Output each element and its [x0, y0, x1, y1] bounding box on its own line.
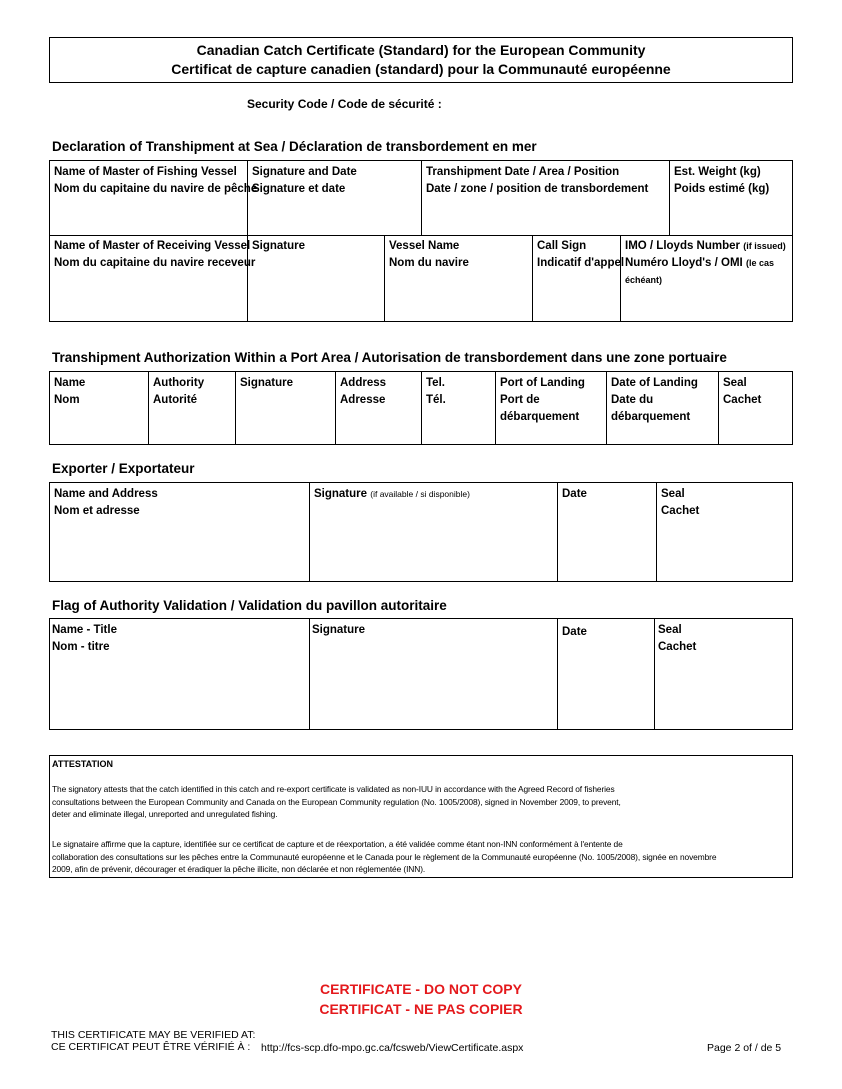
- port-transhipment-table: [49, 371, 793, 445]
- attestation-text-en: [52, 783, 792, 821]
- certificate-title-en: Canadian Catch Certificate (Standard) for the European Community: [196, 42, 646, 58]
- flag-date-field[interactable]: [558, 621, 587, 641]
- port-name-label-fr: Nom: [54, 394, 80, 406]
- exporter-seal-field[interactable]: [657, 483, 699, 520]
- sea-transhipment-table: [49, 160, 793, 322]
- certificate-title-box: [49, 37, 793, 83]
- name-title-label-en: Name - Title: [52, 624, 117, 636]
- attestation-heading: ATTESTATION: [52, 759, 113, 769]
- port-address-field[interactable]: [336, 372, 386, 409]
- vessel-name-label-fr: Nom du navire: [389, 257, 469, 269]
- flag-validation-table: [49, 618, 793, 730]
- flag-seal-label-fr: Cachet: [658, 641, 697, 653]
- date-landing-label-fr2: débarquement: [611, 411, 691, 423]
- imo-fr-label: Numéro Lloyd's / OMI: [625, 257, 743, 269]
- port-name-label-en: Name: [54, 377, 86, 389]
- weight-label-fr: Poids estimé (kg): [674, 183, 770, 195]
- transhipment-label-fr: Date / zone / position de transbordement: [426, 183, 649, 195]
- security-code-label: Security Code / Code de sécurité :: [247, 97, 442, 111]
- port-authority-field[interactable]: [149, 372, 204, 409]
- port-transhipment-heading: Transhipment Authorization Within a Port Area / Autorisation de transbordement dans une zone portuaire: [52, 350, 727, 365]
- port-landing-label-en: Port of Landing: [500, 377, 585, 389]
- name-title-label-fr: Nom - titre: [52, 641, 110, 653]
- master-fishing-label-fr: Nom du capitaine du navire de pêche: [54, 183, 258, 195]
- port-tel-field[interactable]: [422, 372, 446, 409]
- exporter-seal-label-en: Seal: [661, 488, 685, 500]
- attestation-text-fr: [52, 838, 792, 876]
- port-seal-field[interactable]: [719, 372, 761, 409]
- name-address-label-fr: Nom et adresse: [54, 505, 140, 517]
- imo-number-field[interactable]: [621, 235, 786, 289]
- imo-note: (if issued): [743, 241, 786, 251]
- verify-notice: [51, 1029, 255, 1053]
- receiving-signature-field[interactable]: [248, 235, 305, 255]
- master-receiving-label-en: Name of Master of Receiving Vessel: [54, 240, 251, 252]
- port-signature-label: Signature: [240, 377, 294, 389]
- receiving-signature-label: Signature: [252, 240, 306, 252]
- attestation-en-line: consultations between the European Community and Canada on the European Community regulation (No. 1005/2008), signed in November 2009, to prevent,: [52, 796, 621, 807]
- imo-fr-note2: échéant): [625, 275, 663, 285]
- master-receiving-vessel-field[interactable]: [50, 235, 255, 272]
- exporter-date-field[interactable]: [558, 483, 587, 503]
- imo-label: IMO / Lloyds Number: [625, 240, 741, 252]
- verify-notice-fr: CE CERTIFICAT PEUT ÊTRE VÉRIFIÉ À :: [51, 1041, 251, 1053]
- exporter-heading: Exporter / Exportateur: [52, 461, 195, 476]
- attestation-fr-line: 2009, afin de prévenir, décourager et éradiquer la pêche illicite, non déclarée et non réglementée (INN).: [52, 864, 426, 875]
- vessel-name-field[interactable]: [385, 235, 469, 272]
- authority-label-en: Authority: [153, 377, 205, 389]
- port-landing-label-fr2: débarquement: [500, 411, 580, 423]
- do-not-copy-warning-fr: CERTIFICAT - NE PAS COPIER: [319, 1001, 523, 1017]
- weight-label-en: Est. Weight (kg): [674, 166, 761, 178]
- flag-validation-heading: Flag of Authority Validation / Validation du pavillon autoritaire: [52, 598, 447, 613]
- port-seal-label-en: Seal: [723, 377, 747, 389]
- exporter-signature-label: Signature: [314, 488, 368, 500]
- call-sign-label-fr: Indicatif d'appel: [537, 257, 625, 269]
- flag-seal-label-en: Seal: [658, 624, 682, 636]
- verify-notice-en: THIS CERTIFICATE MAY BE VERIFIED AT:: [51, 1029, 256, 1041]
- exporter-name-address-field[interactable]: [50, 483, 158, 520]
- master-fishing-label-en: Name of Master of Fishing Vessel: [54, 166, 237, 178]
- date-of-landing-field[interactable]: [607, 372, 698, 426]
- call-sign-field[interactable]: [533, 235, 624, 272]
- vessel-name-label-en: Vessel Name: [389, 240, 460, 252]
- address-label-en: Address: [340, 377, 387, 389]
- port-name-field[interactable]: [50, 372, 85, 409]
- est-weight-field[interactable]: [670, 161, 769, 198]
- date-landing-label-fr1: Date du: [611, 394, 654, 406]
- flag-seal-field[interactable]: [654, 619, 696, 656]
- transhipment-date-field[interactable]: [422, 161, 648, 198]
- flag-date-label: Date: [562, 626, 587, 638]
- attestation-en-line: The signatory attests that the catch identified in this catch and re-export certificate is validated as non-IUU in accordance with the Agreed Record of fisheries: [52, 784, 615, 794]
- port-of-landing-field[interactable]: [496, 372, 585, 426]
- flag-name-title-field[interactable]: [48, 619, 117, 656]
- exporter-signature-label-row: [314, 486, 470, 503]
- exporter-signature-note: (if available / si disponible): [370, 489, 470, 499]
- do-not-copy-warning-en: CERTIFICATE - DO NOT COPY: [320, 981, 522, 997]
- exporter-table: [49, 482, 793, 582]
- authority-label-fr: Autorité: [153, 394, 198, 406]
- sea-transhipment-heading: Declaration of Transhipment at Sea / Déclaration de transbordement en mer: [52, 139, 537, 154]
- master-fishing-vessel-field[interactable]: [50, 161, 257, 198]
- signature-date-label-fr: Signature et date: [252, 183, 346, 195]
- transhipment-label-en: Transhipment Date / Area / Position: [426, 166, 620, 178]
- imo-fr-note: (le cas: [745, 258, 774, 268]
- certificate-title-fr: Certificat de capture canadien (standard) pour la Communauté européenne: [171, 61, 671, 77]
- master-receiving-label-fr: Nom du capitaine du navire receveur: [54, 257, 256, 269]
- exporter-signature-field[interactable]: [310, 483, 470, 503]
- attestation-en-line: deter and eliminate illegal, unreported and unregulated fishing.: [52, 809, 278, 820]
- verify-url-link[interactable]: http://fcs-scp.dfo-mpo.gc.ca/fcsweb/ViewCertificate.aspx: [261, 1042, 524, 1054]
- imo-label-en: [625, 238, 786, 255]
- signature-date-field[interactable]: [248, 161, 357, 198]
- name-address-label-en: Name and Address: [54, 488, 158, 500]
- port-landing-label-fr1: Port de: [500, 394, 540, 406]
- tel-label-en: Tel.: [426, 377, 445, 389]
- address-label-fr: Adresse: [340, 394, 386, 406]
- port-seal-label-fr: Cachet: [723, 394, 762, 406]
- signature-date-label-en: Signature and Date: [252, 166, 357, 178]
- date-landing-label-en: Date of Landing: [611, 377, 698, 389]
- exporter-date-label: Date: [562, 488, 587, 500]
- page-number: Page 2 of / de 5: [707, 1042, 782, 1054]
- attestation-fr-line: collaboration des consultations sur les pêches entre la Communauté européenne et le Canada pour le règlement de la Communauté européenne (No. 1005/2008), signée en novembre: [52, 851, 717, 862]
- imo-label-fr: [625, 255, 786, 272]
- attestation-fr-line: Le signataire affirme que la capture, identifiée sur ce certificat de capture et de réexportation, a été validée comme étant non-INN conformément à l'entente de: [52, 839, 623, 849]
- tel-label-fr: Tél.: [426, 394, 446, 406]
- call-sign-label-en: Call Sign: [537, 240, 587, 252]
- port-signature-field[interactable]: [236, 372, 293, 392]
- flag-signature-label: Signature: [312, 624, 366, 636]
- attestation-box: [49, 755, 793, 878]
- flag-signature-field[interactable]: [308, 619, 365, 639]
- exporter-seal-label-fr: Cachet: [661, 505, 700, 517]
